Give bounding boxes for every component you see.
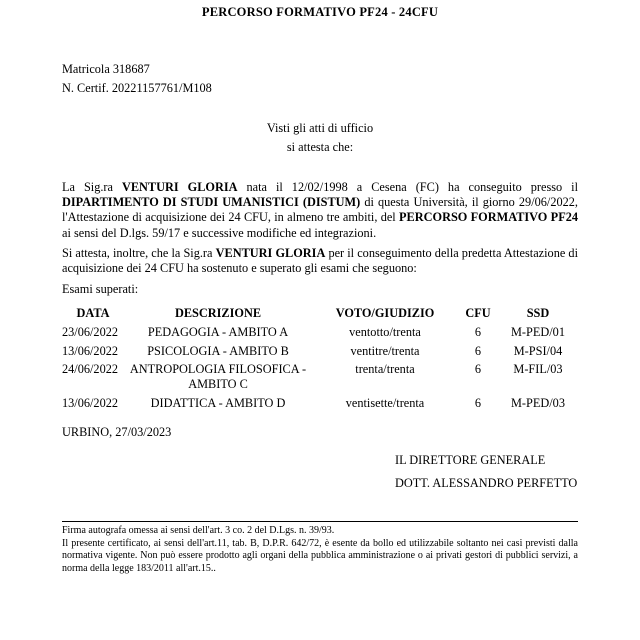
exam-description: ANTROPOLOGIA FILOSOFICA - AMBITO C — [129, 362, 307, 392]
paragraph-segment: La Sig.ra — [62, 180, 122, 194]
matricola-number: Matricola 318687 — [62, 62, 150, 76]
exam-grade: ventitre/trenta — [350, 343, 420, 358]
exam-grade: trenta/trenta — [355, 362, 415, 377]
paragraph-segment: Si attesta, inoltre, che la Sig.ra — [62, 245, 216, 260]
exam-row — [62, 325, 578, 340]
footer-signature-note: Firma autografa omessa ai sensi dell'art. 3 co. 2 del D.Lgs. n. 39/93. — [62, 524, 335, 536]
document-title: PERCORSO FORMATIVO PF24 - 24CFU — [201, 5, 439, 19]
column-header-descrizione: DESCRIZIONE — [174, 306, 262, 321]
exam-table-header-row — [62, 306, 578, 321]
exam-description: DIDATTICA - AMBITO D — [150, 395, 286, 410]
paragraph-segment: ai sensi del D.lgs. 59/17 e successive modifiche ed integrazioni. — [62, 225, 377, 240]
exam-ssd: M-FIL/03 — [513, 362, 563, 377]
exam-cfu: 6 — [474, 325, 482, 340]
attestation-intro — [62, 119, 578, 157]
attestation-line-2: si attesta che: — [286, 140, 354, 154]
footer-divider — [62, 521, 578, 522]
exam-date: 13/06/2022 — [62, 395, 119, 410]
exam-date: 24/06/2022 — [62, 362, 119, 377]
exam-ssd: M-PED/03 — [511, 395, 565, 410]
column-header-data: DATA — [76, 306, 110, 321]
exam-cfu: 6 — [474, 362, 482, 377]
footer-validity-note: Il presente certificato, ai sensi dell'art.11, tab. B, D.P.R. 642/72, è esente da bollo ed utilizzabile soltanto nei casi previsti dalla normativa vigente. Non può essere prodotto agli organi della pubblica amministrazione o ai privati gestori di pubblici servizi, a norma della legge 183/2011 all'art.15.. — [62, 537, 578, 575]
signatory-role: IL DIRETTORE GENERALE — [395, 452, 546, 467]
department-name: DIPARTIMENTO DI STUDI UMANISTICI (DISTUM) — [62, 195, 361, 210]
column-header-ssd: SSD — [526, 306, 550, 321]
student-name: VENTURI GLORIA — [215, 245, 326, 260]
footer-legal-notes — [62, 525, 578, 576]
paragraph-segment: di questa Università, il giorno 29/06/2022, l'Attestazione di acquisizione dei 24 CFU, in almeno tre ambiti, del — [62, 195, 578, 225]
exam-row — [62, 396, 578, 411]
exam-ssd: M-PSI/04 — [513, 343, 563, 358]
exam-date: 23/06/2022 — [62, 325, 119, 340]
program-name: PERCORSO FORMATIVO PF24 — [399, 210, 578, 225]
exam-table — [62, 306, 578, 411]
signature-block — [395, 449, 578, 495]
exam-row — [62, 362, 578, 392]
paragraph-segment: per il conseguimento della predetta Attestazione di acquisizione dei 24 CFU ha sostenuto e superato gli esami che seguono: — [62, 245, 578, 276]
exams-passed-label: Esami superati: — [62, 282, 139, 297]
exam-ssd: M-PED/01 — [511, 325, 565, 340]
exam-row — [62, 344, 578, 359]
exam-date: 13/06/2022 — [62, 343, 119, 358]
column-header-cfu: CFU — [465, 306, 491, 321]
exam-description: PEDAGOGIA - AMBITO A — [147, 325, 289, 340]
attestation-line-1: Visti gli atti di ufficio — [266, 121, 374, 135]
paragraph-segment: nata il 12/02/1998 a Cesena (FC) ha conseguito presso il — [237, 180, 578, 194]
paragraph-exams-intro — [62, 246, 578, 276]
column-header-voto-giudizio: VOTO/GIUDIZIO — [335, 306, 435, 321]
place-and-date: URBINO, 27/03/2023 — [62, 424, 172, 439]
paragraph-attainment — [62, 180, 578, 241]
exam-grade: ventotto/trenta — [349, 325, 421, 340]
exam-description: PSICOLOGIA - AMBITO B — [147, 343, 289, 358]
student-name: VENTURI GLORIA — [121, 180, 238, 194]
exam-cfu: 6 — [474, 395, 482, 410]
signatory-name: DOTT. ALESSANDRO PERFETTO — [395, 475, 578, 490]
exam-cfu: 6 — [474, 343, 482, 358]
exam-grade: ventisette/trenta — [345, 395, 425, 410]
identification-block — [62, 60, 578, 98]
certificate-number: N. Certif. 20221157761/M108 — [62, 81, 212, 95]
